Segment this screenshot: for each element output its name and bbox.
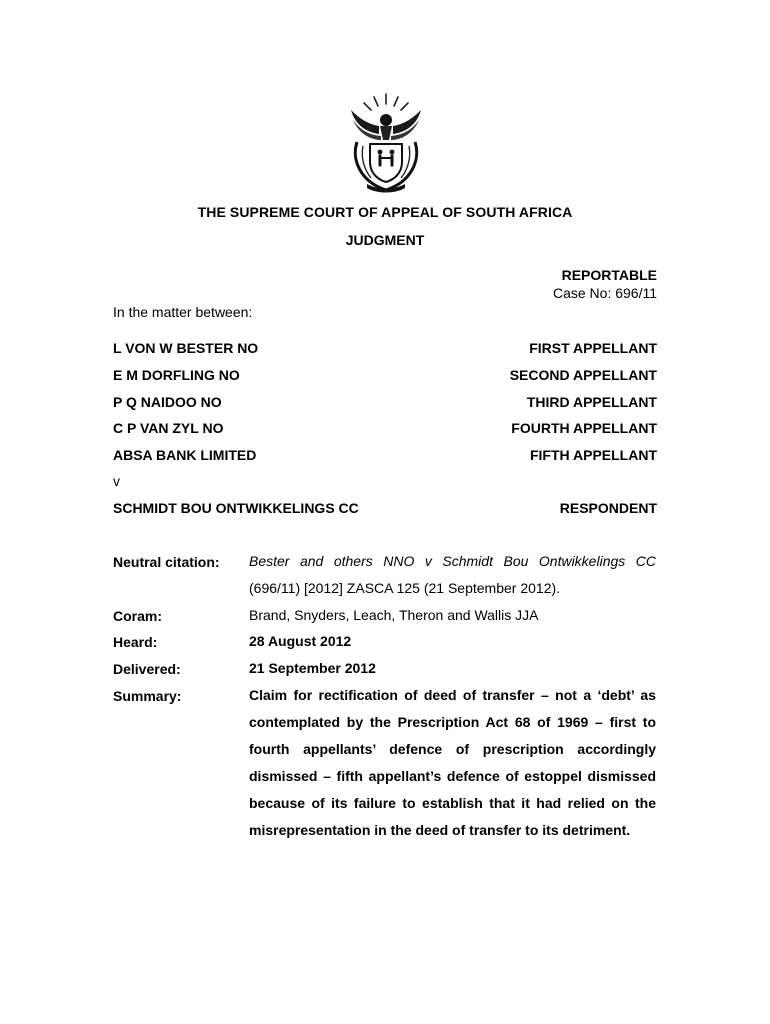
neutral-citation-label: Neutral citation: xyxy=(113,554,220,570)
coram-value: Brand, Snyders, Leach, Theron and Wallis JJA xyxy=(249,607,539,623)
coat-of-arms-emblem xyxy=(343,90,429,194)
heard-value: 28 August 2012 xyxy=(249,633,352,649)
neutral-citation-value xyxy=(249,548,656,602)
court-title: THE SUPREME COURT OF APPEAL OF SOUTH AFRICA xyxy=(197,204,573,220)
party-name: L VON W BESTER NO xyxy=(113,340,259,356)
party-row xyxy=(113,340,657,360)
party-row xyxy=(113,367,657,387)
respondent-name: SCHMIDT BOU ONTWIKKELINGS CC xyxy=(113,500,359,516)
case-number: Case No: 696/11 xyxy=(552,285,657,301)
coram-label: Coram: xyxy=(113,608,163,624)
summary-label: Summary: xyxy=(113,688,182,704)
party-role: FIFTH APPELLANT xyxy=(529,447,657,463)
reportable-label: REPORTABLE xyxy=(561,267,657,283)
party-row xyxy=(113,420,657,440)
party-row xyxy=(113,447,657,467)
delivered-label: Delivered: xyxy=(113,661,181,677)
delivered-value: 21 September 2012 xyxy=(249,660,376,676)
neutral-citation-case-name: Bester and others NNO v Schmidt Bou Ontwikkelings CC xyxy=(249,553,656,569)
heard-label: Heard: xyxy=(113,634,158,650)
party-name: ABSA BANK LIMITED xyxy=(113,447,257,463)
party-name: E M DORFLING NO xyxy=(113,367,240,383)
party-role: FOURTH APPELLANT xyxy=(511,420,657,436)
party-role: THIRD APPELLANT xyxy=(526,394,657,410)
party-role: SECOND APPELLANT xyxy=(509,367,657,383)
matter-intro: In the matter between: xyxy=(113,304,253,320)
party-row xyxy=(113,394,657,414)
party-name: C P VAN ZYL NO xyxy=(113,420,224,436)
party-name: P Q NAIDOO NO xyxy=(113,394,222,410)
versus-marker: v xyxy=(113,473,120,489)
document-type-heading: JUDGMENT xyxy=(345,232,425,248)
summary-value: Claim for rectification of deed of transfer – not a ‘debt’ as contemplated by the Prescription Act 68 of 1969 – first to fourth appellants’ defence of prescription accordingly dismissed – fifth appellant’s defence of estoppel dismissed because of its failure to establish that it had relied on the misrepresentation in the deed of transfer to its detriment. xyxy=(249,687,656,838)
respondent-row xyxy=(113,500,657,520)
respondent-role: RESPONDENT xyxy=(559,500,657,516)
neutral-citation-reference: (696/11) [2012] ZASCA 125 (21 September 2012). xyxy=(249,580,561,596)
party-role: FIRST APPELLANT xyxy=(529,340,657,356)
